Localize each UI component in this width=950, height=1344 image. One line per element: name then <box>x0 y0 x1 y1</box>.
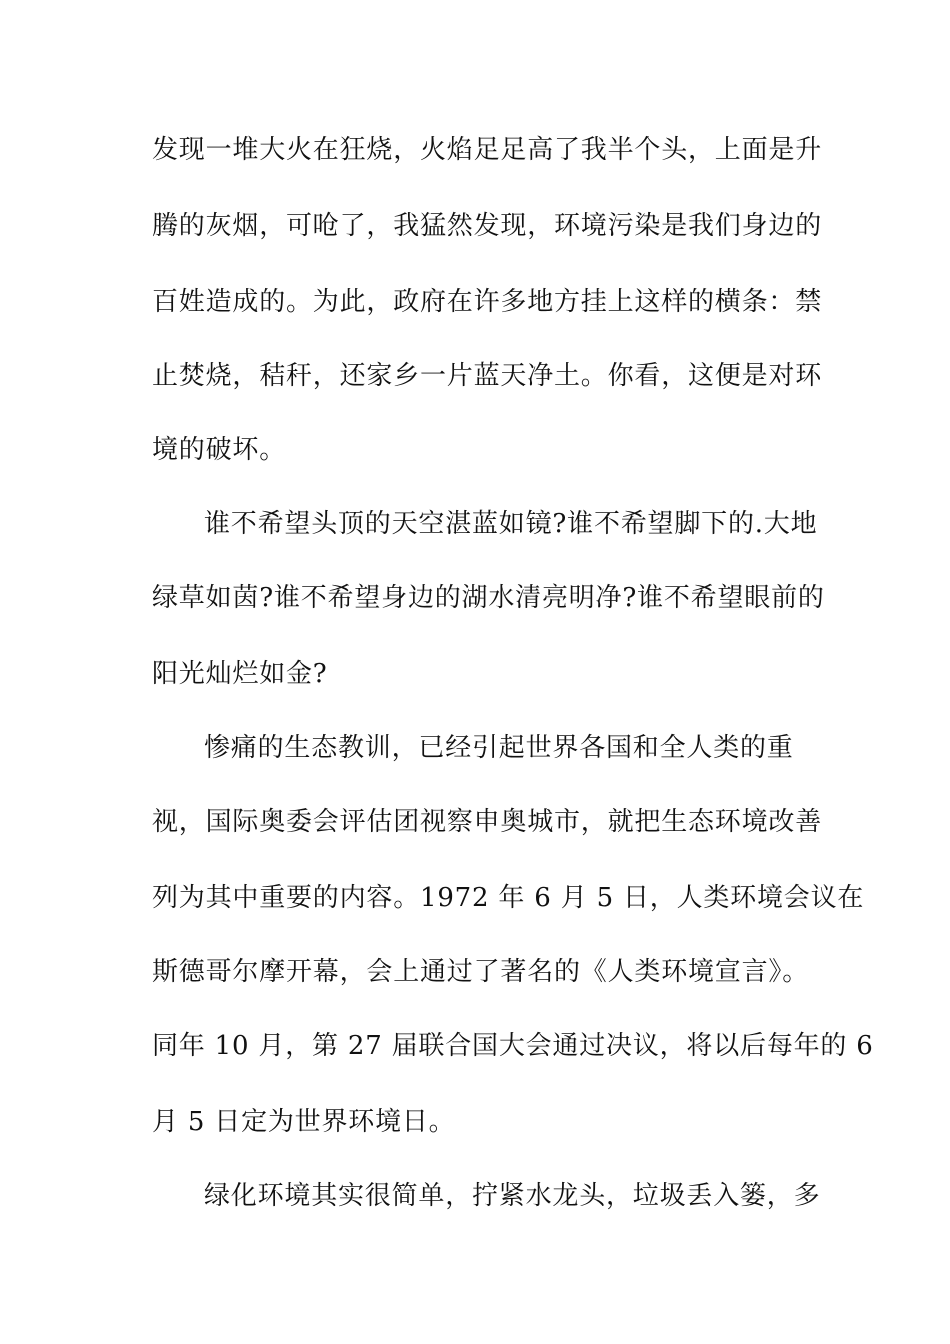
text-line: 月 5 日定为世界环境日。 <box>152 1107 456 1137</box>
text-line: 阳光灿烂如金? <box>152 659 328 689</box>
paragraph-first-line: 谁不希望头顶的天空湛蓝如镜?谁不希望脚下的.大地 <box>204 509 818 539</box>
paragraph-first-line: 惨痛的生态教训，已经引起世界各国和全人类的重 <box>204 733 794 763</box>
text-line: 发现一堆大火在狂烧，火焰足足高了我半个头，上面是升 <box>152 135 823 165</box>
text-line: 同年 10 月，第 27 届联合国大会通过决议，将以后每年的 6 <box>152 1031 874 1061</box>
text-line: 境的破坏。 <box>152 435 287 465</box>
text-line: 绿草如茵?谁不希望身边的湖水清亮明净?谁不希望眼前的 <box>152 583 825 613</box>
text-line: 腾的灰烟，可呛了，我猛然发现，环境污染是我们身边的 <box>152 211 823 241</box>
text-line: 斯德哥尔摩开幕，会上通过了著名的《人类环境宣言》。 <box>152 957 810 987</box>
text-line: 止焚烧，秸秆，还家乡一片蓝天净土。你看，这便是对环 <box>152 361 823 391</box>
text-line: 列为其中重要的内容。1972 年 6 月 5 日，人类环境会议在 <box>152 883 865 913</box>
text-line: 百姓造成的。为此，政府在许多地方挂上这样的横条：禁 <box>152 287 823 317</box>
text-line: 视，国际奥委会评估团视察申奥城市，就把生态环境改善 <box>152 807 823 837</box>
paragraph-first-line: 绿化环境其实很简单，拧紧水龙头，垃圾丢入篓，多 <box>204 1181 821 1211</box>
